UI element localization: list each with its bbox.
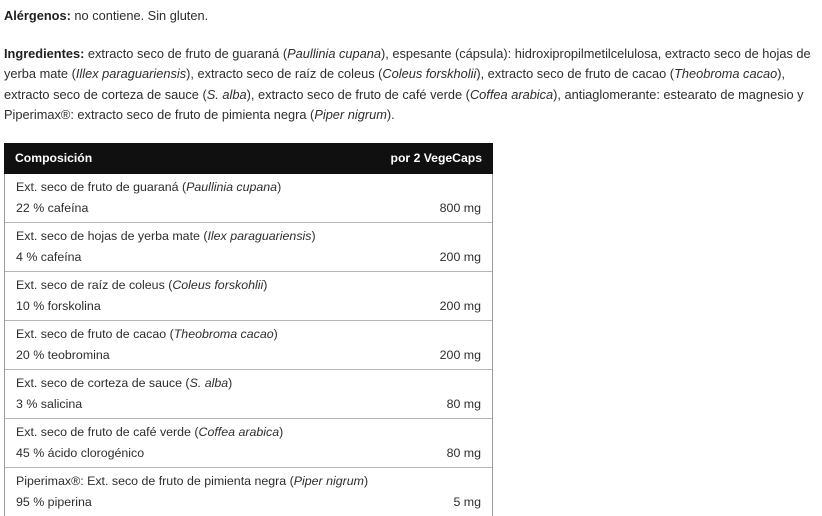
ingredient-name: Ext. seco de fruto de cacao (Theobroma cacao): [16, 326, 278, 341]
standardization-text: 3 % salicina: [16, 396, 83, 411]
amount-value: 200 mg: [439, 249, 481, 264]
amount-value: 200 mg: [439, 298, 481, 313]
ingredient-latin-name: Piper nigrum: [293, 473, 364, 488]
ingredient-name: Ext. seco de hojas de yerba mate (Ilex paraguariensis): [16, 228, 316, 243]
serving-size-label: por 2 VegeCaps: [390, 151, 482, 165]
allergens-paragraph: [4, 6, 814, 27]
ingredients-paragraph: Ingredientes: extracto seco de fruto de guaraná (Paullinia cupana), espesante (cápsula): hidroxipropilmetilcelulosa, extracto seco de hojas de yerba mate (Illex paraguariensis), extracto seco de raíz de coleus (Coleus forskholii), extracto seco de fruto de cacao (Theobroma cacao), extracto seco de corteza de sauce (S. alba), extracto seco de fruto de café verde (Coffea arabica), antiaglomerante: estearato de magnesio y Piperimax®: extracto seco de fruto de pimienta negra (Piper nigrum).: [4, 45, 811, 122]
table-row: [5, 419, 492, 468]
ingredient-name-text: Ext. seco de raíz de coleus (: [16, 277, 173, 292]
ingredient-name: Ext. seco de corteza de sauce (S. alba): [16, 375, 233, 390]
ingredient-latin-name: S. alba: [189, 375, 229, 390]
ingredient-name-text: Ext. seco de corteza de sauce (: [16, 375, 190, 390]
table-row: [5, 321, 492, 370]
ingredient-name-text: Ext. seco de fruto de cacao (: [16, 326, 174, 341]
allergens-text: no contiene. Sin gluten.: [70, 8, 209, 23]
composition-table-header: [4, 143, 493, 174]
standardization-text: 20 % teobromina: [16, 347, 110, 362]
ingredient-latin-name: Paullinia cupana: [186, 179, 278, 194]
ingredient-name: Ext. seco de raíz de coleus (Coleus forskohlii): [16, 277, 268, 292]
ingredient-name-text: Ext. seco de hojas de yerba mate (: [16, 228, 208, 243]
standardization-text: 45 % ácido clorogénico: [16, 445, 145, 460]
ingredient-latin-name: Coffea arabica: [198, 424, 280, 439]
ingredient-name: Piperimax®: Ext. seco de fruto de pimienta negra (Piper nigrum): [16, 473, 369, 488]
ingredient-detail-row: [16, 343, 481, 364]
amount-value: 200 mg: [439, 347, 481, 362]
ingredient-name: Ext. seco de fruto de guaraná (Paullinia cupana): [16, 179, 282, 194]
ingredient-latin-name: Coleus forskohlii: [172, 277, 264, 292]
composition-title: Composición: [15, 151, 93, 165]
amount-value: 800 mg: [439, 200, 481, 215]
ingredient-latin-name: Theobroma cacao: [173, 326, 274, 341]
table-row: [5, 174, 492, 223]
ingredient-detail-row: [16, 392, 481, 413]
table-row: [5, 223, 492, 272]
ingredient-detail-row: [16, 490, 481, 511]
ingredient-detail-row: [16, 294, 481, 315]
table-row: [5, 468, 492, 516]
table-row: [5, 370, 492, 419]
ingredient-name: Ext. seco de fruto de café verde (Coffea arabica): [16, 424, 284, 439]
allergens-label: Alérgenos:: [4, 8, 71, 23]
ingredient-latin-name: Ilex paraguariensis: [207, 228, 312, 243]
amount-value: 80 mg: [446, 445, 481, 460]
ingredient-name-text: Piperimax®: Ext. seco de fruto de pimienta negra (: [16, 473, 294, 488]
amount-value: 5 mg: [453, 494, 481, 509]
amount-value: 80 mg: [446, 396, 481, 411]
ingredient-detail-row: [16, 245, 481, 266]
standardization-text: 10 % forskolina: [16, 298, 101, 313]
ingredient-detail-row: [16, 441, 481, 462]
ingredient-detail-row: [16, 196, 481, 217]
standardization-text: 22 % cafeína: [16, 200, 89, 215]
ingredient-name-text: Ext. seco de fruto de café verde (: [16, 424, 199, 439]
composition-table-body: [4, 174, 493, 516]
standardization-text: 4 % cafeína: [16, 249, 82, 264]
composition-table: [4, 143, 493, 516]
table-row: [5, 272, 492, 321]
standardization-text: 95 % piperina: [16, 494, 92, 509]
ingredient-name-text: Ext. seco de fruto de guaraná (: [16, 179, 187, 194]
